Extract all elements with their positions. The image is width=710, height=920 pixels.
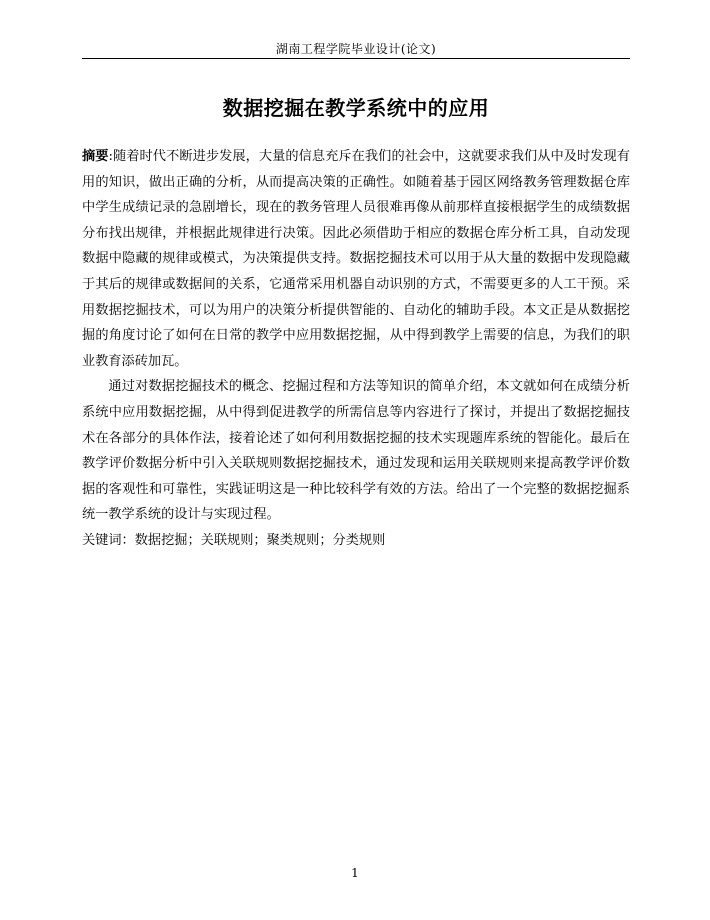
header-divider [82,58,630,59]
abstract-label: 摘要 [82,149,109,164]
abstract-paragraph-1 [82,144,630,374]
abstract-text-1: 随着时代不断进步发展，大量的信息充斥在我们的社会中，这就要求我们从中及时发现有用的知识，做出正确的分析，从而提高决策的正确性。如随着基于园区网络教务管理数据仓库中学生成绩记录的急剧增长，现在的教务管理人员很难再像从前那样直接根据学生的成绩数据分布找出规律，并根据此规律进行决策。因此必须借助于相应的数据仓库分析工具，自动发现数据中隐藏的规律或模式，为决策提供支持。数据挖掘技术可以用于从大量的数据中发现隐藏于其后的规律或数据间的关系，它通常采用机器自动识别的方式，不需要更多的人工干预。采用数据挖掘技术，可以为用户的决策分析提供智能的、自动化的辅助手段。本文正是从数据挖掘的角度讨论了如何在日常的教学中应用数据挖掘，从中得到教学上需要的信息，为我们的职业教育添砖加瓦。 [82,149,630,369]
abstract-paragraph-2: 通过对数据挖掘技术的概念、挖掘过程和方法等知识的简单介绍，本文就如何在成绩分析系统中应用数据挖掘，从中得到促进教学的所需信息等内容进行了探讨，并提出了数据挖掘技术在各部分的具体作法，接着论述了如何利用数据挖掘的技术实现题库系统的智能化。最后在教学评价数据分析中引入关联规则数据挖掘技术，通过发现和运用关联规则来提高教学评价数据的客观性和可靠性，实践证明这是一种比较科学有效的方法。给出了一个完整的数据挖掘系统一教学系统的设计与实现过程。 [82,379,630,523]
document-title: 数据挖掘在教学系统中的应用 [222,96,490,120]
abstract-section [82,144,630,554]
page-header: 湖南工程学院毕业设计(论文) [275,42,437,56]
page-number: 1 [351,866,359,880]
abstract-separator: : [108,149,113,164]
keywords-line: 关键词：数据挖掘；关联规则；聚类规则；分类规则 [82,532,386,548]
